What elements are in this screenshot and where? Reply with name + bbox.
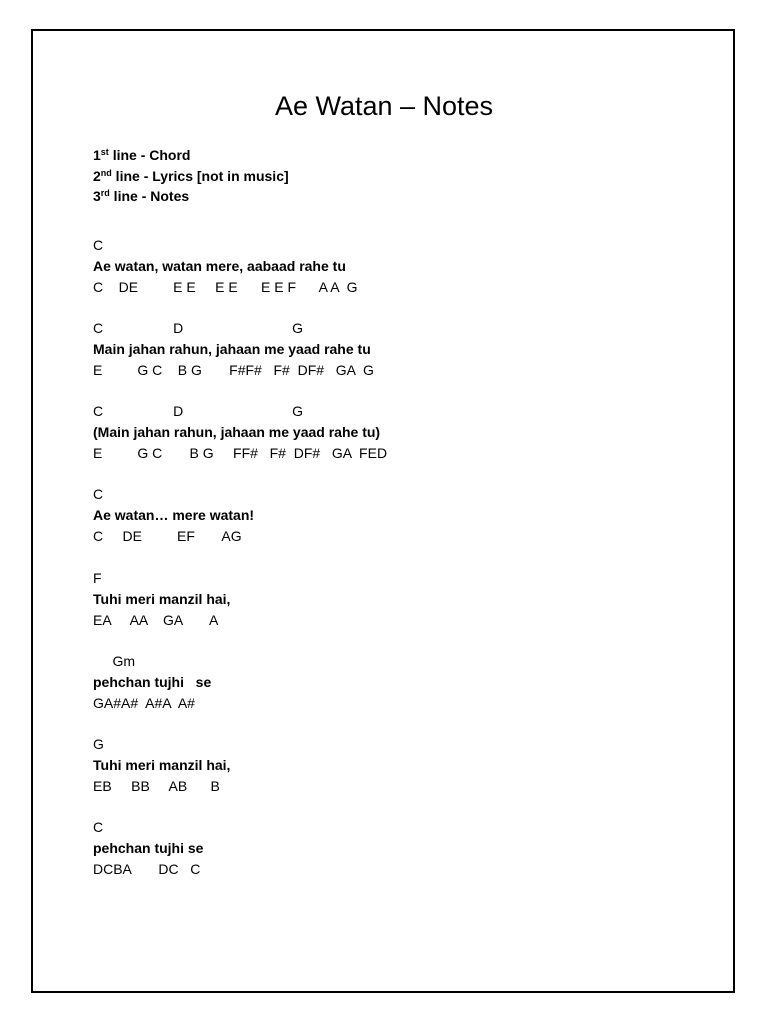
notes-line: EA AA GA A — [93, 611, 219, 628]
legend-text: line - Notes — [109, 188, 190, 204]
stanza — [93, 235, 358, 297]
lyrics-line: Ae watan, watan mere, aabaad rahe tu — [93, 257, 346, 274]
page-title: Ae Watan – Notes — [274, 91, 494, 121]
stanza — [93, 568, 230, 630]
legend-line-notes — [93, 186, 289, 207]
legend-ordinal: nd — [100, 167, 112, 178]
lyrics-line: pehchan tujhi se — [93, 673, 212, 690]
notes-line: EB BB AB B — [93, 777, 220, 794]
notes-line: C DE EF AG — [93, 527, 242, 544]
notes-line: E G C B G F#F# F# DF# GA G — [93, 361, 374, 378]
legend-text: line - Chord — [108, 147, 191, 163]
chord-line: C — [93, 486, 104, 502]
chord-line: C — [93, 237, 104, 253]
legend-number: 3 — [93, 188, 101, 204]
chord-line: C D G — [93, 403, 304, 419]
chord-line: C — [93, 819, 104, 835]
legend-ordinal: rd — [100, 188, 110, 198]
stanza — [93, 651, 211, 713]
lyrics-line: Tuhi meri manzil hai, — [93, 590, 231, 607]
lyrics-line: Main jahan rahun, jahaan me yaad rahe tu — [93, 340, 371, 357]
legend-number: 1 — [93, 147, 101, 163]
legend-number: 2 — [93, 167, 101, 184]
lyrics-line: pehchan tujhi se — [93, 839, 204, 856]
notes-line: DCBA DC C — [93, 860, 201, 877]
legend-line-lyrics — [93, 166, 289, 187]
legend-ordinal: st — [100, 147, 109, 157]
stanza — [93, 817, 203, 879]
chord-line: G — [93, 736, 104, 752]
legend — [93, 145, 289, 207]
legend-text: line - Lyrics [not in music] — [111, 167, 289, 184]
stanza — [93, 401, 387, 463]
chord-line: C D G — [93, 320, 304, 336]
legend-line-chord — [93, 145, 289, 166]
stanza — [93, 318, 374, 380]
lyrics-line: (Main jahan rahun, jahaan me yaad rahe tu) — [93, 423, 381, 440]
notes-line: GA#A# A#A A# — [93, 694, 195, 711]
stanza — [93, 734, 230, 796]
stanza — [93, 484, 254, 546]
lyrics-line: Tuhi meri manzil hai, — [93, 756, 231, 773]
notes-line: E G C B G FF# F# DF# GA FED — [93, 444, 388, 461]
chord-line: F — [93, 570, 102, 586]
chord-line: Gm — [93, 653, 135, 669]
notes-line: C DE E E E E E E F A A G — [93, 278, 358, 295]
lyrics-line: Ae watan… mere watan! — [93, 506, 255, 523]
